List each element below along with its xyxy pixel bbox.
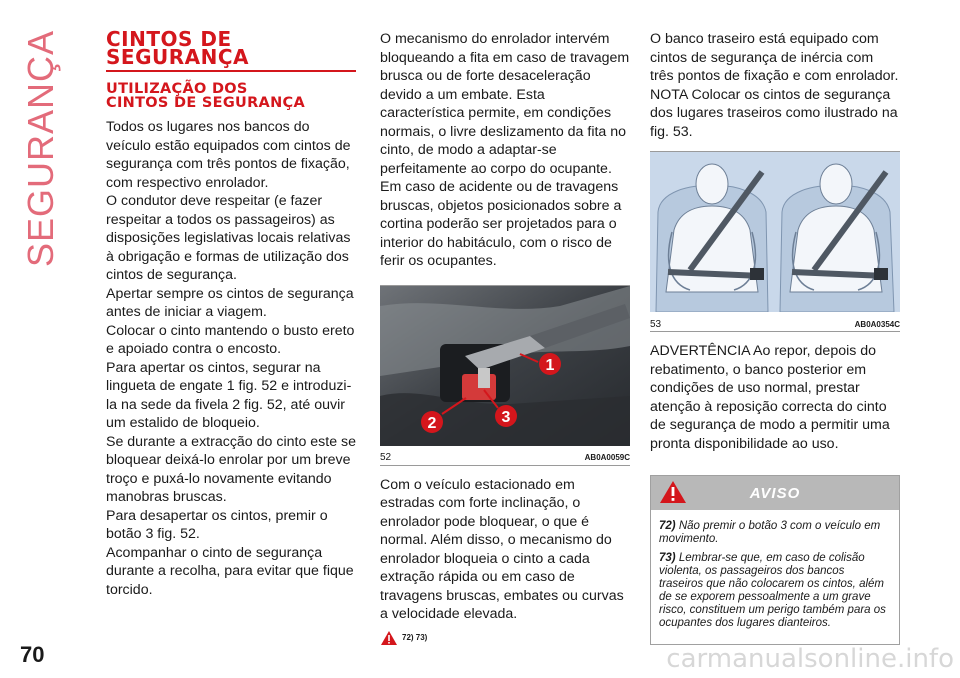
- figure-code: AB0A0354C: [854, 319, 900, 329]
- figure-number: 53: [650, 318, 662, 330]
- column-3-text-top: [650, 30, 900, 141]
- aviso-body: [651, 510, 899, 644]
- figure-52-caption: [380, 451, 630, 465]
- footer-watermark: carmanualsonline.info: [666, 644, 954, 674]
- warning-triangle-icon: [659, 479, 687, 505]
- aviso-title: AVISO: [749, 484, 801, 502]
- aviso-item: [659, 520, 891, 546]
- nota-paragraph: NOTA Colocar os cintos de segurança dos lugares traseiros como ilustrado na fig. 53.: [650, 86, 898, 140]
- aviso-item: [659, 552, 891, 630]
- chapter-side-label: SEGURANÇA: [20, 30, 61, 268]
- column-1-text: [106, 118, 356, 599]
- column-1: [106, 27, 357, 599]
- page-number: 70: [20, 642, 45, 667]
- warning-refs-text: 72) 73): [402, 633, 428, 642]
- section-title-line-2: SEGURANÇA: [106, 45, 249, 69]
- aviso-item-number: 72): [659, 520, 676, 532]
- aviso-item-number: 73): [659, 552, 676, 564]
- paragraph: O banco traseiro está equipado com cintos de segurança de inércia com três pontos de fixação e com enrolador.: [650, 31, 899, 84]
- column-2-text-bottom: [380, 476, 630, 624]
- paragraph: Para apertar os cintos, segurar na lingueta de engate 1 fig. 52 e introduzi-la na sede da fivela 2 fig. 52, até ouvir um estalido de bloqueio.: [106, 359, 352, 431]
- figure-number: 52: [380, 452, 392, 463]
- aviso-item-text: Lembrar-se que, em caso de colisão violenta, os passageiros dos bancos traseiros que não colocarem os cintos, além de se exporem pessoalmente a um grave risco, constituem um perigo também para os ocupantes dos lugares dianteiros.: [659, 552, 886, 629]
- advertencia-paragraph: ADVERTÊNCIA Ao repor, depois do rebatimento, o banco posterior em condições de uso normal, prestar atenção à reposição correcta do cinto de segurança de modo a permitir uma pronta disponibilidade ao uso.: [650, 343, 890, 452]
- paragraph: Acompanhar o cinto de segurança durante a recolha, para evitar que fique torcido.: [106, 544, 354, 598]
- paragraph: Apertar sempre os cintos de segurança antes de iniciar a viagem.: [106, 285, 354, 320]
- aviso-warning-box: [650, 475, 900, 645]
- paragraph: Colocar o cinto mantendo o busto ereto e apoiado contra o encosto.: [106, 322, 355, 357]
- callout-1: 1: [545, 356, 555, 374]
- callout-2: 2: [427, 414, 437, 432]
- warning-triangle-icon: [380, 630, 398, 646]
- section-title: [106, 27, 356, 69]
- paragraph: Se durante a extracção do cinto este se bloquear deixá-lo enrolar por um breve troço e puxá-lo novamente evitando manobras bruscas.: [106, 433, 357, 505]
- paragraph: O condutor deve respeitar (e fazer respeitar a todos os passageiros) as disposições legislativas locais relativas à obrigação e formas de utilização dos cintos de segurança.: [106, 193, 351, 283]
- paragraph: Com o veículo estacionado em estradas com forte inclinação, o enrolador pode bloquear, o que é normal. Além disso, o mecanismo do enrolador bloqueia o cinto a cada extração rápida ou em caso de travagens bruscas, embates ou curvas a velocidade elevada.: [380, 476, 624, 622]
- section-title-line-1: CINTOS DE: [106, 27, 232, 51]
- rear-seat-illustration: [650, 152, 900, 312]
- aviso-item-text: Não premir o botão 3 com o veículo em movimento.: [659, 520, 881, 545]
- warning-references: [380, 630, 630, 646]
- subsection-title-line-1: UTILIZAÇÃO DOS: [106, 81, 248, 97]
- figure-52: [380, 285, 630, 466]
- column-3: [650, 30, 900, 645]
- paragraph: O mecanismo do enrolador intervém bloqueando a fita em caso de travagem brusca ou de forte desaceleração devido a um embate. Esta característica permite, em condições normais, o livre deslizamento da fita no cinto, de modo a adaptar-se perfeitamente ao corpo do ocupante. Em caso de acidente ou de travagens bruscas, objetos posicionados sobre a cortina poderão ser projetados para o interior do habitáculo, com o risco de ferir os ocupantes.: [380, 31, 630, 269]
- column-2-text-top: [380, 30, 630, 271]
- title-divider: [106, 70, 356, 72]
- paragraph: Todos os lugares nos bancos do veículo estão equipados com cintos de segurança com três pontos de fixação, com respectivo enrolador.: [106, 119, 351, 191]
- subsection-title: [106, 82, 356, 110]
- paragraph: Para desapertar os cintos, premir o botão 3 fig. 52.: [106, 507, 328, 542]
- figure-53-caption: [650, 317, 900, 331]
- callout-3: 3: [501, 408, 511, 426]
- figure-53: [650, 151, 900, 332]
- subsection-title-line-2: CINTOS DE SEGURANÇA: [106, 95, 305, 111]
- figure-52-callouts: [380, 286, 630, 446]
- column-3-text-bottom: [650, 342, 900, 453]
- column-2: [380, 30, 630, 646]
- figure-code: AB0A0059C: [584, 453, 630, 462]
- aviso-header: [651, 476, 899, 510]
